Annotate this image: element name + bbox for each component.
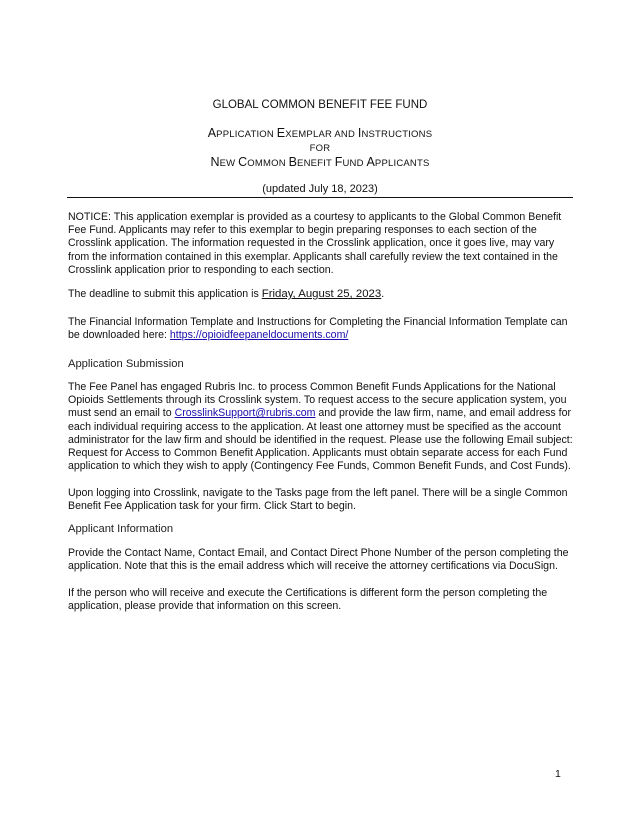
small-caps-segment: XEMPLAR AND bbox=[285, 129, 358, 140]
small-caps-segment: UND bbox=[342, 158, 367, 169]
header-divider bbox=[67, 197, 573, 198]
small-caps-segment: B bbox=[288, 155, 298, 169]
small-caps-segment: OMMON bbox=[247, 158, 289, 169]
small-caps-segment: C bbox=[238, 155, 248, 169]
fund-title: GLOBAL COMMON BENEFIT FEE FUND bbox=[212, 99, 428, 111]
support-email-link[interactable]: CrosslinkSupport@rubris.com bbox=[174, 407, 316, 420]
updated-date: (updated July 18, 2023) bbox=[262, 183, 378, 195]
applicant-information-paragraph-2: If the person who will receive and execute the Certifications is different form the person completing the application, please provide that information on this screen. bbox=[68, 587, 548, 613]
subtitle-line-1 bbox=[68, 126, 572, 142]
deadline-date: Friday, August 25, 2023 bbox=[261, 288, 382, 300]
small-caps-segment: ENEFIT bbox=[297, 158, 335, 169]
subtitle-line-2: FOR bbox=[309, 143, 331, 154]
small-caps-segment: I bbox=[357, 126, 362, 140]
small-caps-segment: EW bbox=[219, 158, 239, 169]
small-caps-segment: PPLICATION bbox=[216, 129, 277, 140]
subtitle-line-3 bbox=[68, 155, 572, 171]
submission-text-after-email: and provide the law firm, name, and email address for each individual requiring access to the application. At least one attorney must be specified as the account administrator for the law firm and should be identified in the request. Please use the following Email subject: Request for Access to Common Benefit Application. Applicants must obtain separate access for each Fund application to which they wish to apply (Contingency Fee Funds, Common Benefit Funds, and Cost Funds). bbox=[68, 407, 573, 473]
application-submission-heading: Application Submission bbox=[68, 358, 184, 370]
applicant-information-heading: Applicant Information bbox=[68, 523, 174, 535]
notice-paragraph: NOTICE: This application exemplar is provided as a courtesy to applicants to the Global Common Benefit Fee Fund. Applicants may refer to this exemplar to begin preparing responses to each section of the Crosslink application. The information requested in the Crosslink application, once it goes live, may vary from the information contained in this exemplar. Applicants shall carefully review the text contained in the Crosslink application prior to responding to each section. bbox=[68, 211, 562, 276]
small-caps-segment: A bbox=[207, 126, 217, 140]
deadline-paragraph bbox=[68, 288, 574, 301]
application-submission-paragraph-1 bbox=[68, 381, 574, 473]
small-caps-segment: A bbox=[366, 155, 375, 169]
submission-text-before-email: The Fee Panel has engaged Rubris Inc. to process Common Benefit Funds Applications for the National Opioids Settlements through its Crosslink system. To request access to the secure application system, you must send an email to bbox=[68, 381, 567, 420]
small-caps-segment: E bbox=[276, 126, 286, 140]
application-submission-paragraph-2: Upon logging into Crosslink, navigate to the Tasks page from the left panel. There will be a single Common Benefit Fee Application task for your firm. Click Start to begin. bbox=[68, 487, 568, 513]
financial-template-text: The Financial Information Template and Instructions for Completing the Financial Information Template can be downloaded here: bbox=[68, 316, 568, 342]
deadline-prefix: The deadline to submit this application is bbox=[68, 288, 262, 300]
small-caps-segment: PPLICANTS bbox=[374, 158, 430, 169]
small-caps-segment: NSTRUCTIONS bbox=[361, 129, 433, 140]
financial-template-paragraph bbox=[68, 316, 574, 342]
page-number: 1 bbox=[555, 768, 561, 780]
subtitle-line-1-text bbox=[208, 128, 433, 140]
small-caps-segment: N bbox=[210, 155, 220, 169]
small-caps-segment: F bbox=[334, 155, 343, 169]
applicant-information-paragraph-1: Provide the Contact Name, Contact Email, and Contact Direct Phone Number of the person completing the application. Note that this is the email address which will receive the attorney certifications via DocuSign. bbox=[68, 547, 569, 573]
deadline-suffix: . bbox=[381, 288, 385, 300]
financial-template-link[interactable]: https://opioidfeepaneldocuments.com/ bbox=[169, 329, 349, 342]
subtitle-line-3-text bbox=[210, 157, 429, 169]
